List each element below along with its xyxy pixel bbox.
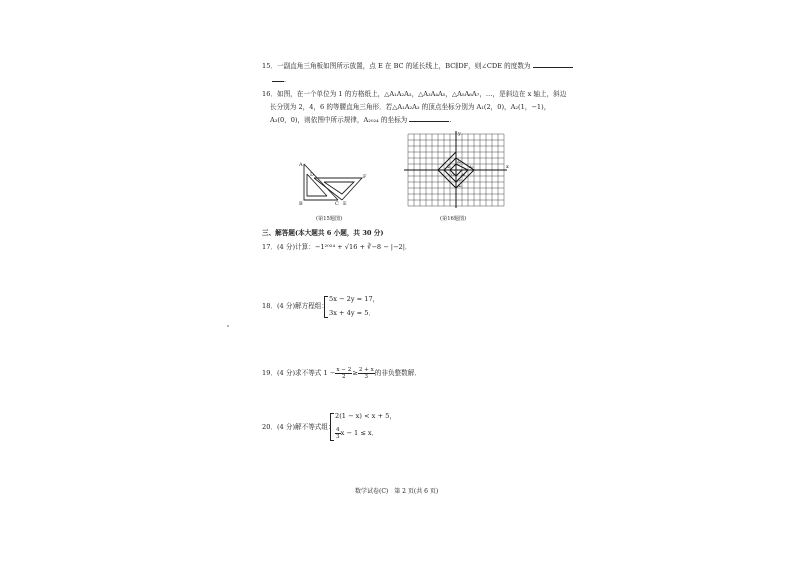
system-brace-18 <box>324 296 328 318</box>
question-19-ge: ≥ <box>352 369 358 377</box>
scan-speck <box>227 325 229 327</box>
label-E: E <box>343 201 347 206</box>
label-y: y <box>458 131 461 137</box>
question-19 <box>262 366 421 380</box>
answer-blank-16 <box>409 114 452 124</box>
figure-15-diagram <box>298 160 370 206</box>
question-15-tail: . <box>284 76 287 84</box>
label-A4: A₄ <box>457 159 462 164</box>
system-brace-20 <box>330 413 334 441</box>
label-x: x <box>506 164 509 170</box>
question-20-prefix: 20．(4 分)解不等式组： <box>262 423 335 431</box>
figure-16-grid-diagram <box>402 130 510 210</box>
label-A3: A₃ <box>446 164 451 169</box>
label-B: B <box>299 201 303 206</box>
question-18-prefix: 18．(4 分)解方程组： <box>262 302 328 310</box>
label-D: D <box>310 172 315 178</box>
question-18-eq1: 5x − 2y = 17， <box>329 295 380 303</box>
question-16-line3 <box>270 114 451 125</box>
question-17: 17．(4 分)计算：−1²⁰²⁴ + √16 + ∛−8 − |−2|． <box>262 243 412 251</box>
question-18-eq2: 3x + 4y = 5． <box>329 309 376 317</box>
question-19-prefix: 19．(4 分)求不等式 1 − <box>262 369 336 377</box>
label-A: A <box>299 162 303 168</box>
label-A6: A₆ <box>457 183 462 188</box>
label-A5: A₅ <box>469 164 474 169</box>
question-16-tail: . <box>449 116 452 124</box>
page-footer: 数学试卷(C) 第 2 页(共 6 页) <box>355 488 439 495</box>
question-16-text-1: 16．如图，在一个单位为 1 的方格纸上，△A₁A₂A₃，△A₃A₄A₅，△A₅A₆A₇，…，是斜边在 x 轴上，斜边 <box>262 90 567 98</box>
label-A2: A₂ <box>457 177 462 182</box>
figure-16-caption: (第16题图) <box>440 216 467 222</box>
question-20-ineq1: 2(1 − x) < x + 5， <box>335 412 396 420</box>
question-18 <box>262 301 328 311</box>
section-3-heading: 三、解答题(本大题共 6 小题，共 30 分) <box>262 229 384 237</box>
label-F: F <box>363 174 367 180</box>
label-O: O <box>451 172 455 177</box>
question-20-ineq2-rest: x − 1 ≤ x． <box>340 429 379 437</box>
question-20-ineq2 <box>335 426 378 440</box>
question-16-line1 <box>262 89 566 99</box>
question-16-text-3: A₃(0，0)，则依图中所示规律，A₂₀₂₄ 的坐标为 <box>270 116 408 124</box>
label-A1: A₁ <box>461 172 466 177</box>
label-C: C <box>335 201 339 206</box>
fraction-4-over-3: $\frac{4}{3}$ <box>336 426 340 440</box>
question-16-text-2: 长分别为 2，4，6 的等腰直角三角形．若△A₁A₂A₃ 的顶点坐标分别为 A₁(2，0)，A₂(1，−1)， <box>270 103 551 111</box>
fraction-x-minus-2-over-2: $\frac{x - 2}{2}$ <box>336 366 352 380</box>
answer-blank-15 <box>533 60 573 68</box>
question-16-line2 <box>270 102 550 112</box>
answer-blank-15-cont <box>272 74 287 84</box>
figure-15-caption: (第15题图) <box>316 216 343 222</box>
question-15 <box>262 60 573 71</box>
fraction-2-plus-x-over-3: $\frac{2 + x}{3}$ <box>358 366 374 380</box>
question-15-cont <box>270 74 286 85</box>
question-20 <box>262 422 335 432</box>
question-15-text: 15．一副直角三角板如图所示放置，点 E 在 BC 的延长线上，BC∥DF，则∠CDE 的度数为 <box>262 62 531 70</box>
question-19-suffix: 的非负整数解． <box>374 369 421 377</box>
